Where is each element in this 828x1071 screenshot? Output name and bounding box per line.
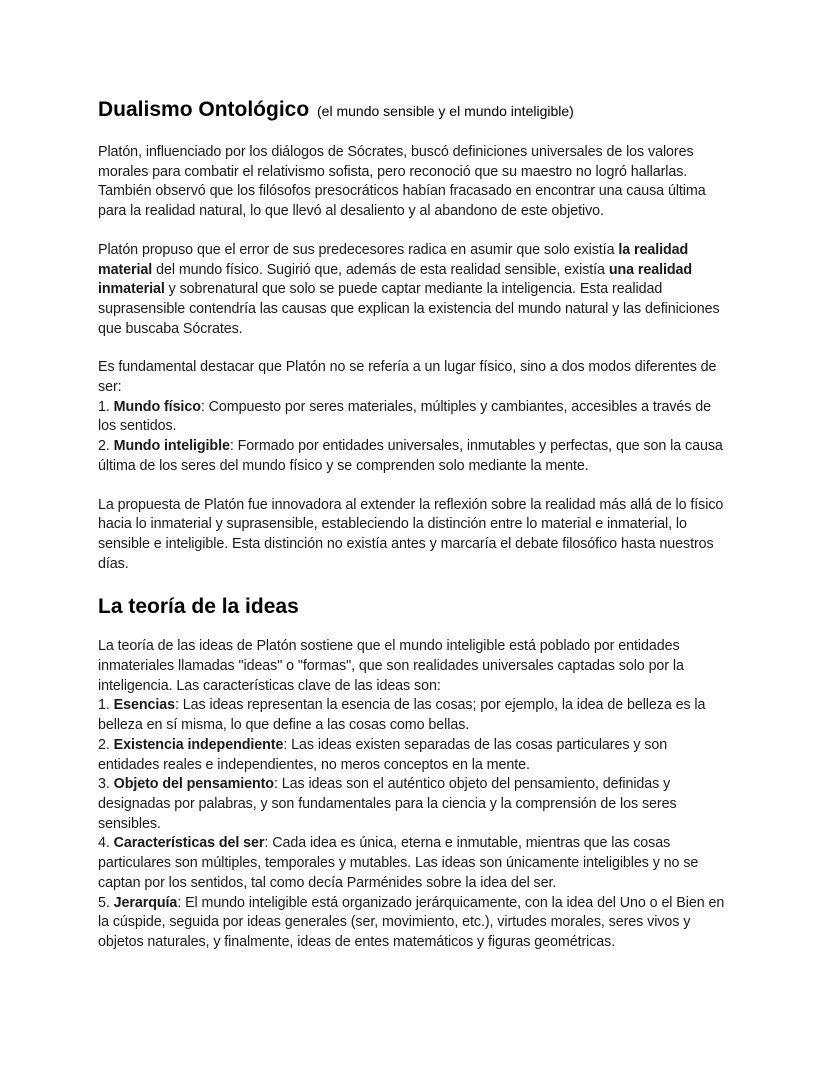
paragraph-teoria-intro: La teoría de las ideas de Platón sostiene que el mundo inteligible está poblado por entidades inmateriales llamadas "ideas" o "formas", que son realidades universales captadas solo por la inteligencia. Las características clave de las ideas son: <box>98 638 684 694</box>
list-item-text: : Las ideas son el auténtico objeto del pensamiento, definidas y designadas por palabras, y son fundamentales para la ciencia y la comprensión de los seres sensibles. <box>98 776 677 832</box>
list-item <box>98 736 732 775</box>
paragraph-4: La propuesta de Platón fue innovadora al extender la reflexión sobre la realidad más allá de lo físico hacia lo inmaterial y suprasensible, estableciendo la distinción entre lo material e inmaterial, lo sensible e inteligible. Esta distinción no existía antes y marcaría el debate filosófico hasta nuestros días. <box>98 496 724 572</box>
list-item-term: Objeto del pensamiento <box>113 776 274 793</box>
list-item-text: : Las ideas existen separadas de las cosas particulares y son entidades reales e independientes, no meros conceptos en la mente. <box>98 736 668 773</box>
list-item-number: 2. <box>98 438 114 455</box>
paragraph-1: Platón, influenciado por los diálogos de Sócrates, buscó definiciones universales de los valores morales para combatir el relativismo sofista, pero reconoció que su maestro no logró hallarlas. También observó que los filósofos presocráticos habían fracasado en encontrar una causa última para la realidad natural, lo que llevó al desaliento y al abandono de este objetivo. <box>98 144 706 220</box>
list-item <box>98 834 732 893</box>
list-item <box>98 696 732 735</box>
paragraph-3 <box>98 358 732 476</box>
bold-realidad-material: la realidad material <box>98 241 689 278</box>
list-item <box>98 775 732 834</box>
list-item-term: Mundo físico <box>113 398 201 415</box>
list-item-number: 2. <box>98 736 114 753</box>
list-item <box>98 437 732 476</box>
list-item-number: 4. <box>98 835 114 852</box>
list-item-text: : Cada idea es única, eterna e inmutable, mientras que las cosas particulares son múltiples, temporales y mutables. Las ideas son únicamente inteligibles y no se captan por los sentidos, tal como decía Parménides sobre la idea del ser. <box>98 835 699 891</box>
paragraph-2-part-a: Platón propuso que el error de sus predecesores radica en asumir que solo existía <box>98 241 619 258</box>
heading-dualismo <box>98 96 732 125</box>
list-item-number: 1. <box>98 398 114 415</box>
paragraph-3-intro: Es fundamental destacar que Platón no se refería a un lugar físico, sino a dos modos diferentes de ser: <box>98 359 717 396</box>
list-item-number: 1. <box>98 697 114 714</box>
paragraph-2-part-d: y sobrenatural que solo se puede captar mediante la inteligencia. Esta realidad suprasensible contendría las causas que explican la existencia del mundo natural y las definiciones que buscaba Sócrates. <box>98 281 720 337</box>
list-item-number: 3. <box>98 776 114 793</box>
paragraph-2-part-c: del mundo físico. Sugirió que, además de esta realidad sensible, existía <box>152 261 609 278</box>
list-item-term: Jerarquía <box>113 894 178 911</box>
list-item-text: : Formado por entidades universales, inmutables y perfectas, que son la causa última de los seres del mundo físico y se comprenden solo mediante la mente. <box>98 438 723 474</box>
heading-dualismo-subtitle: (el mundo sensible y el mundo inteligible) <box>317 103 574 119</box>
heading-dualismo-title: Dualismo Ontológico <box>98 98 310 121</box>
list-item-term: Esencias <box>113 697 176 714</box>
list-item-number: 5. <box>98 894 114 911</box>
paragraph-teoria <box>98 637 732 952</box>
list-item-text: : El mundo inteligible está organizado jerárquicamente, con la idea del Uno o el Bien en la cúspide, seguida por ideas generales (ser, movimiento, etc.), virtudes morales, seres vivos y objetos naturales, y finalmente, ideas de entes matemáticos y figuras geométricas. <box>98 894 725 950</box>
list-item-term: Existencia independiente <box>113 736 284 753</box>
list-item <box>98 398 732 437</box>
list-item-text: : Compuesto por seres materiales, múltiples y cambiantes, accesibles a través de los sentidos. <box>98 398 711 435</box>
bold-realidad-inmaterial: una realidad inmaterial <box>98 261 693 298</box>
list-item-term: Características del ser <box>113 835 265 852</box>
list-item-text: : Las ideas representan la esencia de las cosas; por ejemplo, la idea de belleza es la belleza en sí misma, lo que define a las cosas como bellas. <box>98 697 706 734</box>
paragraph-2 <box>98 241 732 340</box>
heading-teoria-ideas: La teoría de la ideas <box>98 595 299 619</box>
list-item <box>98 894 732 953</box>
list-item-term: Mundo inteligible <box>113 438 230 455</box>
